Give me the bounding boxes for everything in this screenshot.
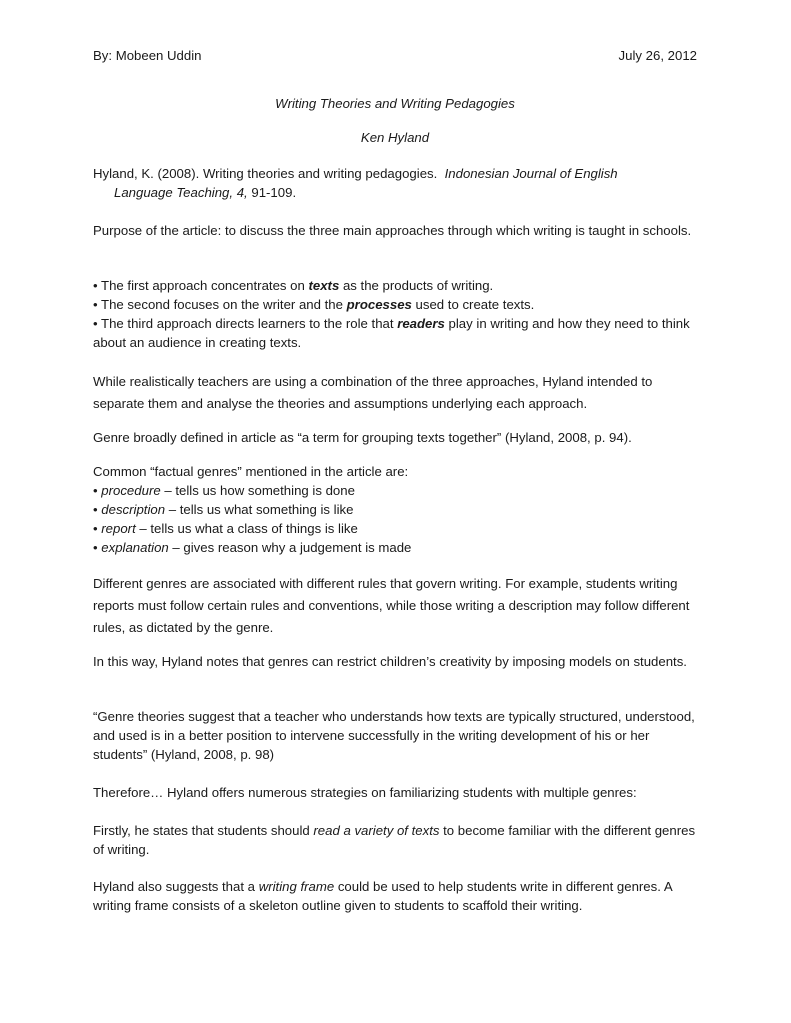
- quote-paragraph: “Genre theories suggest that a teacher who understands how texts are typically structured, understood, and used is in a better position to intervene successfully in the writing development of his or her students” (Hyland, 2008, p. 98): [93, 709, 695, 762]
- factual-genres: [93, 462, 703, 557]
- citation: [93, 164, 703, 202]
- approach-item: • The second focuses on the writer and the processes used to create texts.: [93, 297, 535, 312]
- genre-item: • procedure – tells us how something is done: [93, 483, 355, 498]
- citation-pages: 91-109.: [251, 185, 297, 200]
- genre-term: description: [101, 502, 166, 517]
- genre-item: • description – tells us what something is like: [93, 502, 354, 517]
- factual-genres-intro: Common “factual genres” mentioned in the article are:: [93, 464, 409, 479]
- approach-keyword: texts: [308, 278, 340, 293]
- page-header: [93, 46, 697, 65]
- genre-rules-paragraph: Different genres are associated with different rules that govern writing. For example, students writing reports must follow certain rules and conventions, while those writing a description may follow different rules, as dictated by the genre.: [93, 576, 690, 635]
- emphasis-text: read a variety of texts: [313, 823, 440, 838]
- emphasis-text: writing frame: [258, 879, 335, 894]
- approach-keyword: processes: [346, 297, 412, 312]
- genre-item: • explanation – gives reason why a judgement is made: [93, 540, 412, 555]
- genre-item: • report – tells us what a class of things is like: [93, 521, 358, 536]
- genre-term: report: [101, 521, 136, 536]
- header-author: By: Mobeen Uddin: [93, 48, 202, 63]
- firstly-paragraph: Firstly, he states that students should read a variety of texts to become familiar with the different genres of writing.: [93, 823, 696, 857]
- approach-item: • The third approach directs learners to the role that readers play in writing and how they need to think about an audience in creating texts.: [93, 316, 690, 350]
- genre-term: explanation: [101, 540, 169, 555]
- approach-keyword: readers: [397, 316, 445, 331]
- document-title: Writing Theories and Writing Pedagogies: [275, 96, 515, 111]
- genre-definition: Genre broadly defined in article as “a term for grouping texts together” (Hyland, 2008, p. 94).: [93, 430, 632, 445]
- genre-term: procedure: [101, 483, 161, 498]
- header-date: July 26, 2012: [618, 48, 697, 63]
- approaches-list: [93, 276, 703, 352]
- citation-journal-1: Indonesian Journal of English: [444, 166, 618, 181]
- creativity-paragraph: In this way, Hyland notes that genres can restrict children’s creativity by imposing models on students.: [93, 654, 687, 669]
- writing-frame-paragraph: Hyland also suggests that a writing frame could be used to help students write in different genres. A writing frame consists of a skeleton outline given to students to scaffold their writing.: [93, 879, 672, 913]
- citation-journal-2: Language Teaching, 4,: [114, 185, 248, 200]
- purpose-paragraph: Purpose of the article: to discuss the three main approaches through which writing is taught in schools.: [93, 223, 692, 238]
- combination-paragraph: While realistically teachers are using a combination of the three approaches, Hyland intended to separate them and analyse the theories and assumptions underlying each approach.: [93, 374, 653, 411]
- citation-text: Hyland, K. (2008). Writing theories and writing pedagogies.: [93, 166, 438, 181]
- approach-item: • The first approach concentrates on texts as the products of writing.: [93, 278, 494, 293]
- document-byline: Ken Hyland: [360, 130, 430, 145]
- strategies-intro: Therefore… Hyland offers numerous strategies on familiarizing students with multiple genres:: [93, 785, 637, 800]
